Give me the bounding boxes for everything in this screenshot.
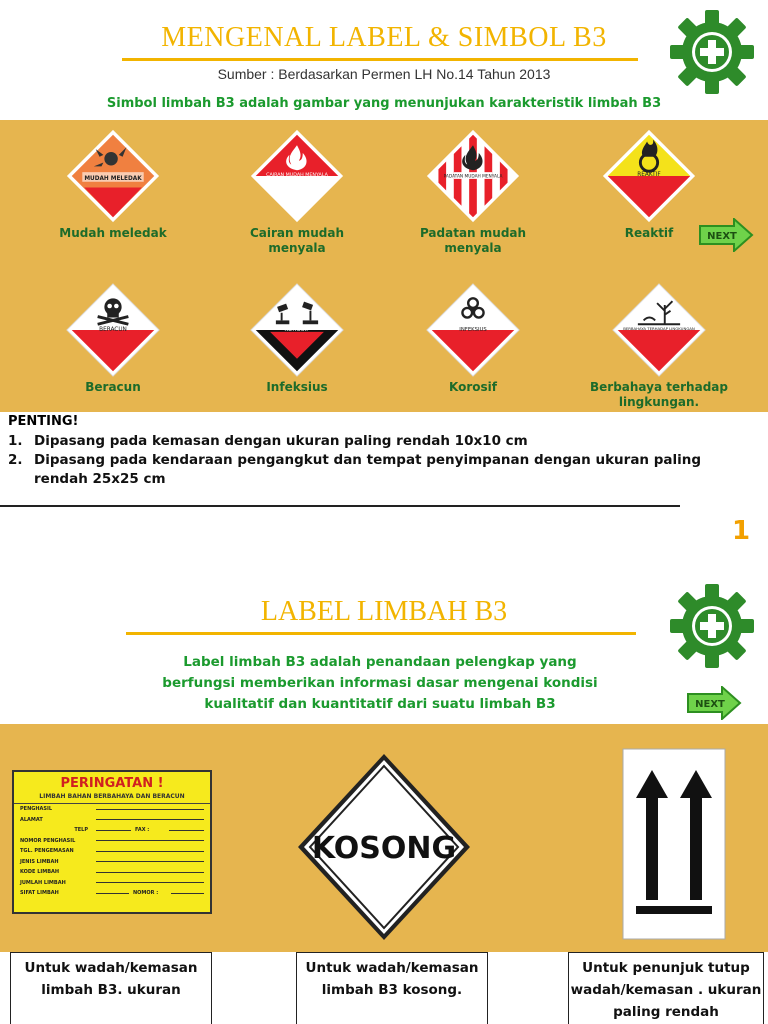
next-button[interactable] — [686, 686, 742, 720]
symbol-label: Padatan mudah menyala — [419, 226, 527, 255]
list-item: 2. Dipasang pada kendaraan pengangkut dan tempat penyimpanan dengan ukuran paling rendah 25x25 cm — [8, 452, 702, 487]
symbol-environment — [584, 282, 734, 410]
next-arrow-icon — [686, 686, 742, 720]
slide2-description: Label limbah B3 adalah penandaan pelengkap yang berfungsi memberikan informasi dasar mengenai kondisi kualitatif dan kuantitatif dari suatu limbah B3 — [162, 654, 598, 712]
svg-text:NEXT: NEXT — [695, 699, 725, 710]
gear-plus-icon — [666, 6, 758, 98]
biohazard-icon — [425, 282, 521, 378]
explosion-icon — [65, 128, 161, 224]
important-title: PENTING! — [8, 414, 79, 429]
symbol-label: Berbahaya terhadap lingkungan. — [590, 380, 728, 409]
next-arrow-icon — [698, 218, 754, 252]
next-button[interactable] — [698, 218, 754, 252]
symbol-label: Infeksius — [266, 380, 328, 394]
svg-text:REAKTIF: REAKTIF — [637, 172, 661, 178]
symbol-label: Reaktif — [624, 226, 674, 240]
corrosion-icon — [249, 282, 345, 378]
svg-text:BERBAHAYA TERHADAP LINGKUNGAN: BERBAHAYA TERHADAP LINGKUNGAN — [623, 326, 695, 331]
symbol-flammable-solid — [408, 128, 538, 256]
dead-tree-icon — [611, 282, 707, 378]
svg-text:CAIRAN MUDAH MENYALA: CAIRAN MUDAH MENYALA — [266, 173, 328, 178]
flame-icon — [425, 128, 521, 224]
warning-label: PERINGATAN ! LIMBAH BAHAN BERBAHAYA DAN BERACUN PENGHASIL ALAMAT TELP FAX : NOMOR PENGHASIL TGL. PENGEMASAN JENIS LIMBAH KODE LIMBAH JUMLAH LIMBAH SIFAT LIMBAH NOMOR : — [12, 770, 212, 914]
symbol-explosive — [48, 128, 178, 241]
this-side-up-arrows-icon — [622, 748, 726, 940]
caption-container-label: Untuk wadah/kemasan limbah B3. ukuran — [10, 952, 212, 1024]
slide1-source: Sumber : Berdasarkan Permen LH No.14 Tahun 2013 — [217, 66, 551, 82]
svg-text:INFEKSIUS: INFEKSIUS — [459, 326, 487, 333]
important-list — [8, 432, 748, 489]
title2-underline — [126, 632, 636, 635]
flame-over-circle-icon — [601, 128, 697, 224]
symbol-corrosive — [408, 282, 538, 395]
symbol-flammable-liquid — [232, 128, 362, 256]
empty-sign — [296, 752, 472, 942]
title1-underline — [122, 58, 638, 61]
symbol-label: Cairan mudah menyala — [249, 226, 345, 255]
slide1-title: MENGENAL LABEL & SIMBOL B3 — [161, 22, 607, 53]
svg-text:KOSONG: KOSONG — [311, 831, 457, 866]
svg-text:BERACUN: BERACUN — [99, 326, 127, 333]
slide2-title: LABEL LIMBAH B3 — [260, 596, 508, 627]
symbol-infectious — [232, 282, 362, 395]
page-number: 1 — [732, 516, 751, 546]
svg-text:MUDAH MELEDAK: MUDAH MELEDAK — [84, 175, 142, 182]
caption-arrow-label: Untuk penunjuk tutup wadah/kemasan . ukuran paling rendah — [568, 952, 764, 1024]
symbol-label: Mudah meledak — [59, 226, 167, 240]
svg-text:NEXT: NEXT — [707, 231, 737, 242]
svg-text:PADATAN MUDAH MENYALA: PADATAN MUDAH MENYALA — [443, 174, 503, 180]
symbol-reactive — [584, 128, 714, 241]
slide1-description: Simbol limbah B3 adalah gambar yang menunjukan karakteristik limbah B3 — [106, 96, 662, 111]
svg-text:KOROSIF: KOROSIF — [284, 326, 310, 333]
symbol-toxic — [48, 282, 178, 395]
caption-empty-label: Untuk wadah/kemasan limbah B3 kosong. — [296, 952, 488, 1024]
gear-plus-icon — [666, 580, 758, 672]
symbol-label: Korosif — [449, 380, 497, 394]
list-item: 1. Dipasang pada kemasan dengan ukuran paling rendah 10x10 cm — [8, 433, 528, 449]
slide-divider — [0, 505, 680, 507]
skull-icon — [65, 282, 161, 378]
symbol-label: Beracun — [85, 380, 141, 394]
flame-icon — [249, 128, 345, 224]
